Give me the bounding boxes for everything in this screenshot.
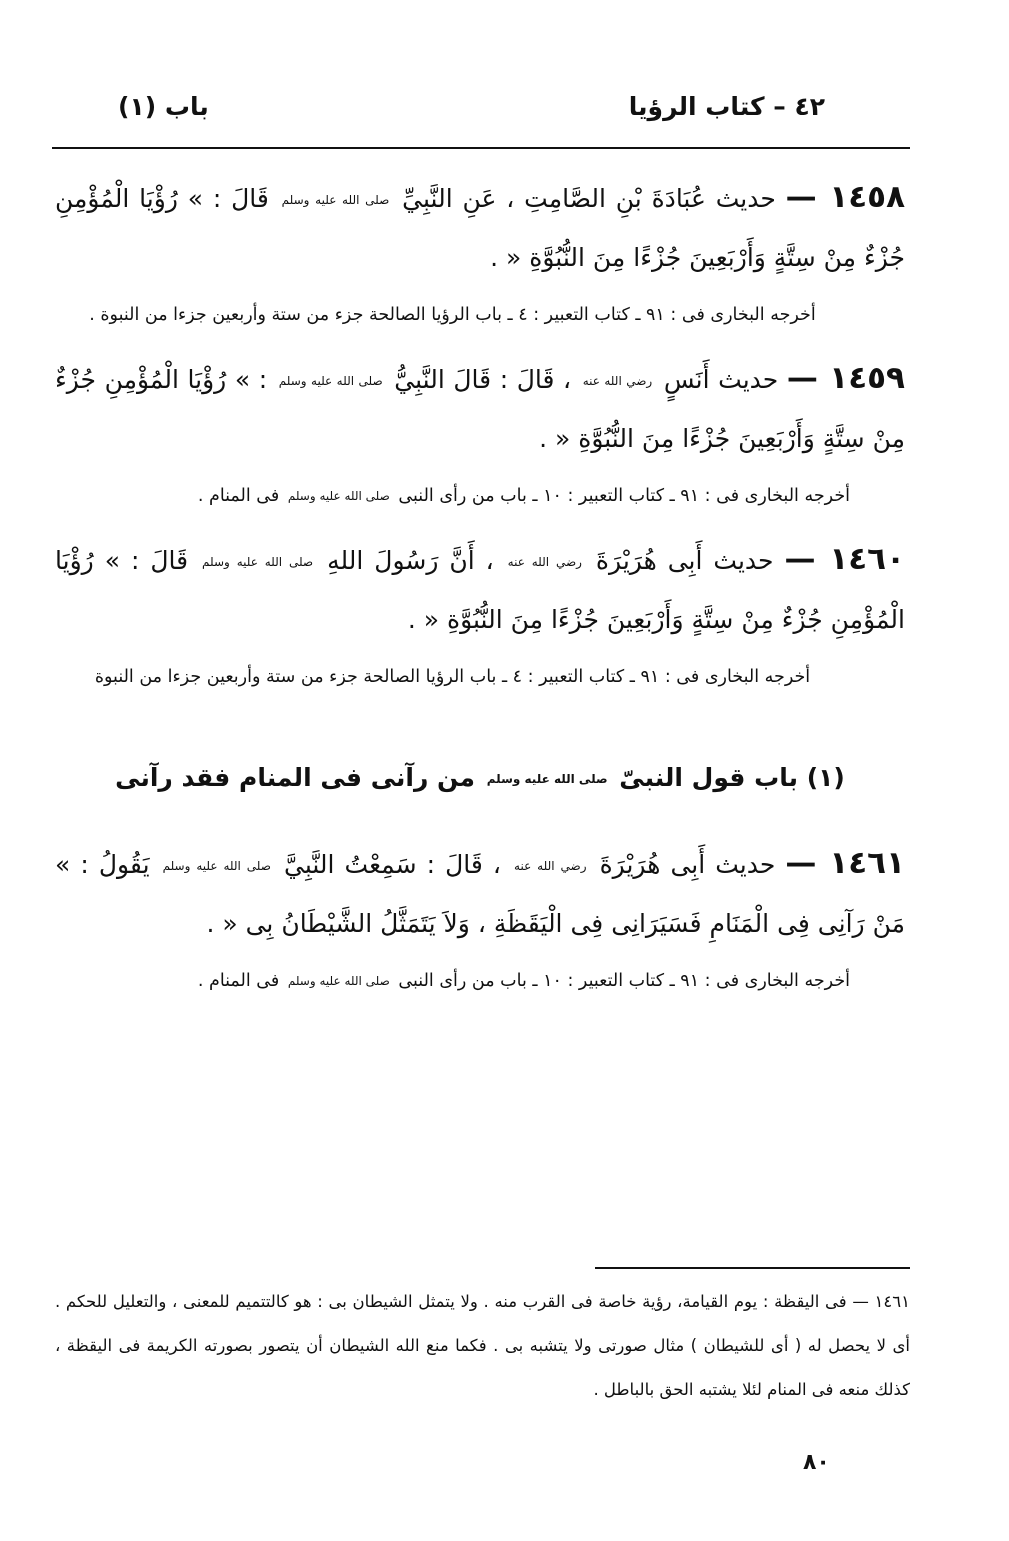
footnote: ١٤٦١ — فى اليقظة : يوم القيامة، رؤية خاصة فى القرب منه . ولا يتمثل الشيطان بى : هو كالتتميم للمعنى ، والتعليل للحكم . أى لا يحصل له ( أى للشيطان ) مثال صورتى ولا يتشبه بى . فكما منع الله الشيطان أن يتصور بصورته الكريمة فى اليقظة ، كذلك منعه فى المنام لئلا يشتبه الحق بالباطل . [55, 1292, 910, 1399]
prophet-honorific: صلى الله عليه وسلم [287, 974, 390, 988]
takhrij-1460 [55, 653, 905, 701]
companion-honorific: رضي الله عنه [514, 859, 587, 873]
hadith-text: يَقُولُ : » مَنْ رَآنِى فِى الْمَنَامِ فَسَيَرَانِى فِى الْيَقَظَةِ ، وَلاَ يَتَمَثَّلُ الشَّيْطَانُ بِى « . [55, 850, 905, 938]
hadith-1461 [55, 834, 905, 953]
takhrij-text: فى المنام . [197, 486, 280, 506]
takhrij-text: أخرجه البخارى فى : ٩١ ـ كتاب التعبير : ١٠ ـ باب من رأى النبى [398, 971, 850, 991]
hadith-text: حديث عُبَادَةَ بْنِ الصَّامِتِ ، عَنِ النَّبِيِّ [402, 184, 776, 213]
takhrij-text: أخرجه البخارى فى : ٩١ ـ كتاب التعبير : ١٠ ـ باب من رأى النبى [398, 486, 850, 506]
hadith-1460 [55, 530, 905, 649]
companion-honorific: رضي الله عنه [507, 555, 582, 569]
takhrij-1459 [55, 472, 905, 520]
prophet-honorific: صلى الله عليه وسلم [281, 193, 390, 207]
companion-honorific: رضي الله عنه [582, 374, 653, 388]
hadith-text: قَالَ : » رُؤْيَا الْمُؤْمِنِ جُزْءٌ مِنْ سِتَّةٍ وَأَرْبَعِينَ جُزْءًا مِنَ النُّبُوَّةِ « . [55, 546, 905, 634]
header-divider [52, 147, 910, 149]
hadith-1459 [55, 349, 905, 468]
takhrij-text: أخرجه البخارى فى : ٩١ ـ كتاب التعبير : ٤ ـ باب الرؤيا الصالحة جزء من ستة وأربعين جزءا من النبوة . [89, 305, 816, 325]
footnote-divider [595, 1267, 910, 1269]
running-header-title: ٤٢ – كتاب الرؤيا [628, 92, 825, 121]
hadith-text: حديث أَنَسٍ [663, 365, 779, 394]
takhrij-text: أخرجه البخارى فى : ٩١ ـ كتاب التعبير : ٤ ـ باب الرؤيا الصالحة جزء من ستة وأربعين جزءا من النبوة [94, 667, 811, 687]
hadith-1458 [55, 168, 905, 287]
page-number: ٨٠ [803, 1450, 830, 1475]
hadith-number: ١٤٥٩ — [786, 360, 905, 396]
hadith-text: حديث أَبِى هُرَيْرَةَ [599, 850, 776, 879]
hadith-text: حديث أَبِى هُرَيْرَةَ [595, 546, 774, 575]
takhrij-1458 [55, 291, 905, 339]
chapter-heading-text: من رآنى فى المنام فقد رآنى [115, 763, 476, 792]
prophet-honorific: صلى الله عليه وسلم [287, 489, 390, 503]
hadith-number: ١٤٦٠ — [784, 541, 905, 577]
hadith-text: ، أَنَّ رَسُولَ اللهِ [327, 546, 494, 575]
hadith-text: : » رُؤْيَا الْمُؤْمِنِ جُزْءٌ مِنْ سِتَّةٍ وَأَرْبَعِينَ جُزْءًا مِنَ النُّبُوَّةِ « . [55, 365, 905, 453]
chapter-heading [55, 749, 905, 808]
hadith-number: ١٤٦١ — [785, 845, 905, 881]
takhrij-1461 [55, 957, 905, 1005]
takhrij-text: فى المنام . [197, 971, 280, 991]
hadith-number: ١٤٥٨ — [785, 179, 906, 215]
hadith-text: ، قَالَ : قَالَ النَّبِيُّ [394, 365, 572, 394]
prophet-honorific: صلى الله عليه وسلم [486, 772, 608, 786]
prophet-honorific: صلى الله عليه وسلم [162, 859, 271, 873]
running-header-chapter: باب (١) [118, 92, 209, 121]
page-body [55, 168, 905, 1015]
chapter-heading-text: (١) باب قول النبىّ [619, 763, 845, 792]
prophet-honorific: صلى الله عليه وسلم [202, 555, 314, 569]
hadith-text: ، قَالَ : سَمِعْتُ النَّبِيَّ [284, 850, 501, 879]
hadith-text: قَالَ : » رُؤْيَا الْمُؤْمِنِ جُزْءٌ مِنْ سِتَّةٍ وَأَرْبَعِينَ جُزْءًا مِنَ النُّبُوَّةِ « . [55, 184, 905, 272]
prophet-honorific: صلى الله عليه وسلم [278, 374, 383, 388]
